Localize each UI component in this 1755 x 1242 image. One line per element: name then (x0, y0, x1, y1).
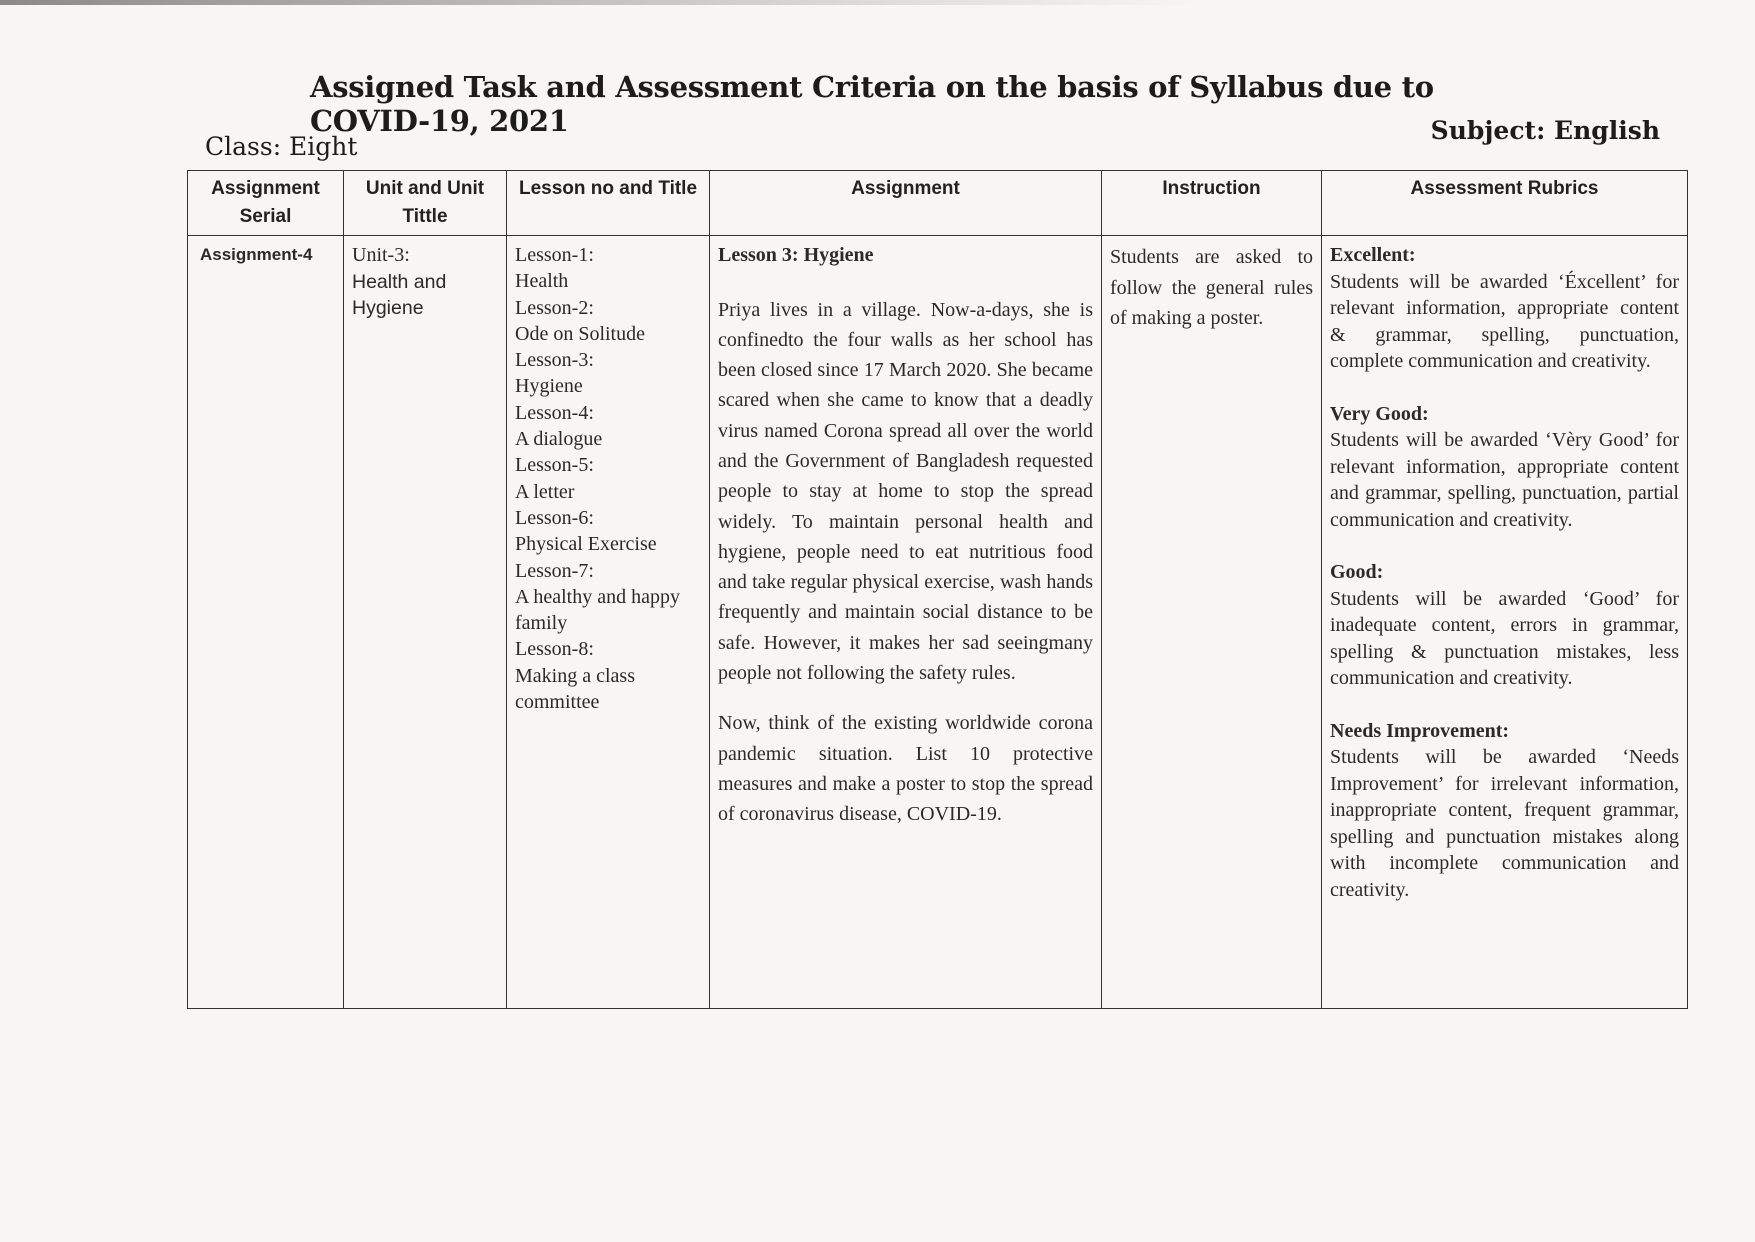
cell-rubrics (1322, 236, 1688, 1009)
cell-lessons (507, 236, 710, 1009)
header-instruction: Instruction (1102, 171, 1322, 236)
lesson-title: Health (515, 270, 569, 293)
subject-label: Subject: English (1430, 116, 1660, 145)
lesson-title: A dialogue (515, 428, 603, 451)
lesson-number: Lesson-8: (515, 638, 594, 661)
unit-title: Health and Hygiene (352, 270, 447, 319)
rubric-text: Students will be awarded ‘Needs Improvement’ for irrelevant information, inappropriate content, frequent grammar, spelling and punctuation mistakes along with incomplete communication and creativity. (1330, 746, 1679, 901)
rubric-label: Needs Improvement: (1330, 719, 1510, 742)
assignment-serial: Assignment-4 (200, 245, 313, 264)
cell-serial (188, 236, 344, 1009)
lesson-number: Lesson-2: (515, 296, 594, 319)
cell-instruction (1102, 236, 1322, 1009)
cell-unit (344, 236, 507, 1009)
lesson-title: A letter (515, 480, 575, 503)
lesson-number: Lesson-1: (515, 244, 594, 266)
cell-assignment (710, 236, 1102, 1009)
rubric-text: Students will be awarded ‘Good’ for inadequate content, errors in grammar, spelling & punctuation mistakes, less communication and creativity. (1330, 587, 1679, 689)
instruction-text: Students are asked to follow the general rules of making a poster. (1110, 246, 1313, 329)
table-header-row (188, 171, 1688, 236)
lesson-number: Lesson-3: (515, 349, 594, 372)
rubric-label: Excellent: (1330, 244, 1416, 266)
lesson-number: Lesson-5: (515, 454, 594, 477)
rubric-label: Very Good: (1330, 402, 1429, 425)
class-label: Class: Eight (205, 132, 358, 161)
document-title: Assigned Task and Assessment Criteria on the basis of Syllabus due to COVID-19, 2021 (310, 70, 1434, 138)
assessment-table (187, 170, 1688, 1009)
lesson-title: Making a class committee (515, 664, 635, 714)
assignment-task: Now, think of the existing worldwide corona pandemic situation. List 10 protective measures and make a poster to stop the spread of coronavirus disease, COVID-19. (718, 712, 1093, 826)
header-assignment: Assignment (710, 171, 1102, 236)
assignment-paragraph: Priya lives in a village. Now-a-days, she is confinedto the four walls as her school has been closed since 17 March 2020. She became scared when she came to know that a deadly virus named Corona spread all over the world and the Government of Bangladesh requested people to stay at home to stop the spread widely. To maintain personal health and hygiene, people need to eat nutritious food and take regular physical exercise, wash hands frequently and maintain social distance to be safe. However, it makes her sad seeingmany people not following the safety rules. (718, 298, 1093, 685)
table-row (188, 236, 1688, 1009)
rubric-text: Students will be awarded ‘Vèry Good’ for relevant information, appropriate content and grammar, spelling, punctuation, partial communication and creativity. (1330, 429, 1679, 531)
scan-edge (0, 0, 1200, 5)
header-unit: Unit and Unit Tittle (344, 171, 507, 236)
lesson-number: Lesson-6: (515, 506, 594, 529)
lesson-number: Lesson-7: (515, 559, 594, 582)
lesson-title: Hygiene (515, 375, 583, 398)
lesson-number: Lesson-4: (515, 401, 594, 424)
lesson-title: Physical Exercise (515, 533, 657, 556)
unit-number: Unit-3: (352, 244, 410, 266)
lesson-title: A healthy and happy family (515, 585, 680, 635)
lesson-title: Ode on Solitude (515, 322, 645, 345)
rubric-text: Students will be awarded ‘Éxcellent’ for relevant information, appropriate content & grammar, spelling, punctuation, complete communication and creativity. (1330, 270, 1679, 372)
rubric-label: Good: (1330, 561, 1384, 583)
header-rubrics: Assessment Rubrics (1322, 171, 1688, 236)
assignment-heading: Lesson 3: Hygiene (718, 244, 874, 266)
header-serial: Assignment Serial (188, 171, 344, 236)
header-lesson: Lesson no and Title (507, 171, 710, 236)
